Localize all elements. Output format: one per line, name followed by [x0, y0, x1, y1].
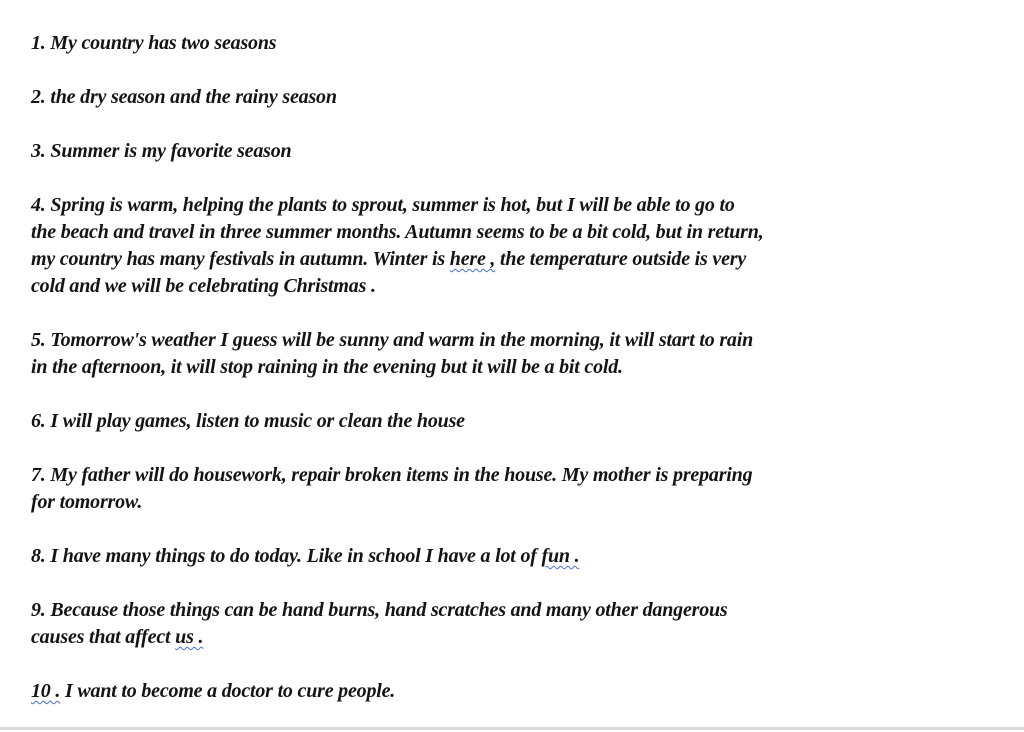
text-line — [31, 624, 931, 651]
text-run: the temperature outside is very — [495, 248, 747, 270]
spellcheck-flagged-word: fun . — [541, 545, 580, 567]
text-line — [31, 138, 931, 165]
paragraph-4 — [31, 192, 931, 300]
text-run: 1. My country has two seasons — [31, 32, 277, 54]
paragraph-1 — [31, 30, 931, 57]
text-run: 8. I have many things to do today. Like in school I have a lot of — [31, 545, 542, 567]
text-run: cold and we will be celebrating Christmas . — [31, 275, 376, 297]
text-line — [31, 327, 931, 354]
text-line — [31, 462, 931, 489]
text-line — [31, 30, 931, 57]
document-body — [31, 30, 931, 732]
text-run: 7. My father will do housework, repair broken items in the house. My mother is preparing — [31, 464, 753, 486]
text-run: I want to become a doctor to cure people. — [60, 680, 396, 702]
spellcheck-flagged-word: us . — [175, 626, 204, 648]
paragraph-10 — [31, 678, 931, 705]
spellcheck-flagged-word: here , — [449, 248, 496, 270]
text-line — [31, 489, 931, 516]
paragraph-7 — [31, 462, 931, 516]
text-run: 9. Because those things can be hand burns, hand scratches and many other dangerous — [31, 599, 728, 621]
text-line — [31, 678, 931, 705]
text-run: in the afternoon, it will stop raining in the evening but it will be a bit cold. — [31, 356, 623, 378]
paragraph-9 — [31, 597, 931, 651]
paragraph-3 — [31, 138, 931, 165]
text-line — [31, 354, 931, 381]
text-line — [31, 543, 931, 570]
paragraph-6 — [31, 408, 931, 435]
text-run: the beach and travel in three summer months. Autumn seems to be a bit cold, but in return, — [31, 221, 764, 243]
text-run: 6. I will play games, listen to music or clean the house — [31, 410, 465, 432]
text-line — [31, 84, 931, 111]
text-line — [31, 246, 931, 273]
text-line — [31, 597, 931, 624]
paragraph-8 — [31, 543, 931, 570]
text-line — [31, 219, 931, 246]
text-line — [31, 408, 931, 435]
text-line — [31, 192, 931, 219]
text-run: 4. Spring is warm, helping the plants to sprout, summer is hot, but I will be able to go to — [31, 194, 735, 216]
paragraph-2 — [31, 84, 931, 111]
text-run: 2. the dry season and the rainy season — [31, 86, 337, 108]
spellcheck-flagged-word: 10 . — [31, 680, 61, 702]
text-run: my country has many festivals in autumn. Winter is — [31, 248, 450, 270]
text-run: for tomorrow. — [31, 491, 143, 513]
text-run: causes that affect — [31, 626, 176, 648]
text-run: 3. Summer is my favorite season — [31, 140, 292, 162]
text-line — [31, 273, 931, 300]
text-run: 5. Tomorrow's weather I guess will be sunny and warm in the morning, it will start to rain — [31, 329, 754, 351]
paragraph-5 — [31, 327, 931, 381]
